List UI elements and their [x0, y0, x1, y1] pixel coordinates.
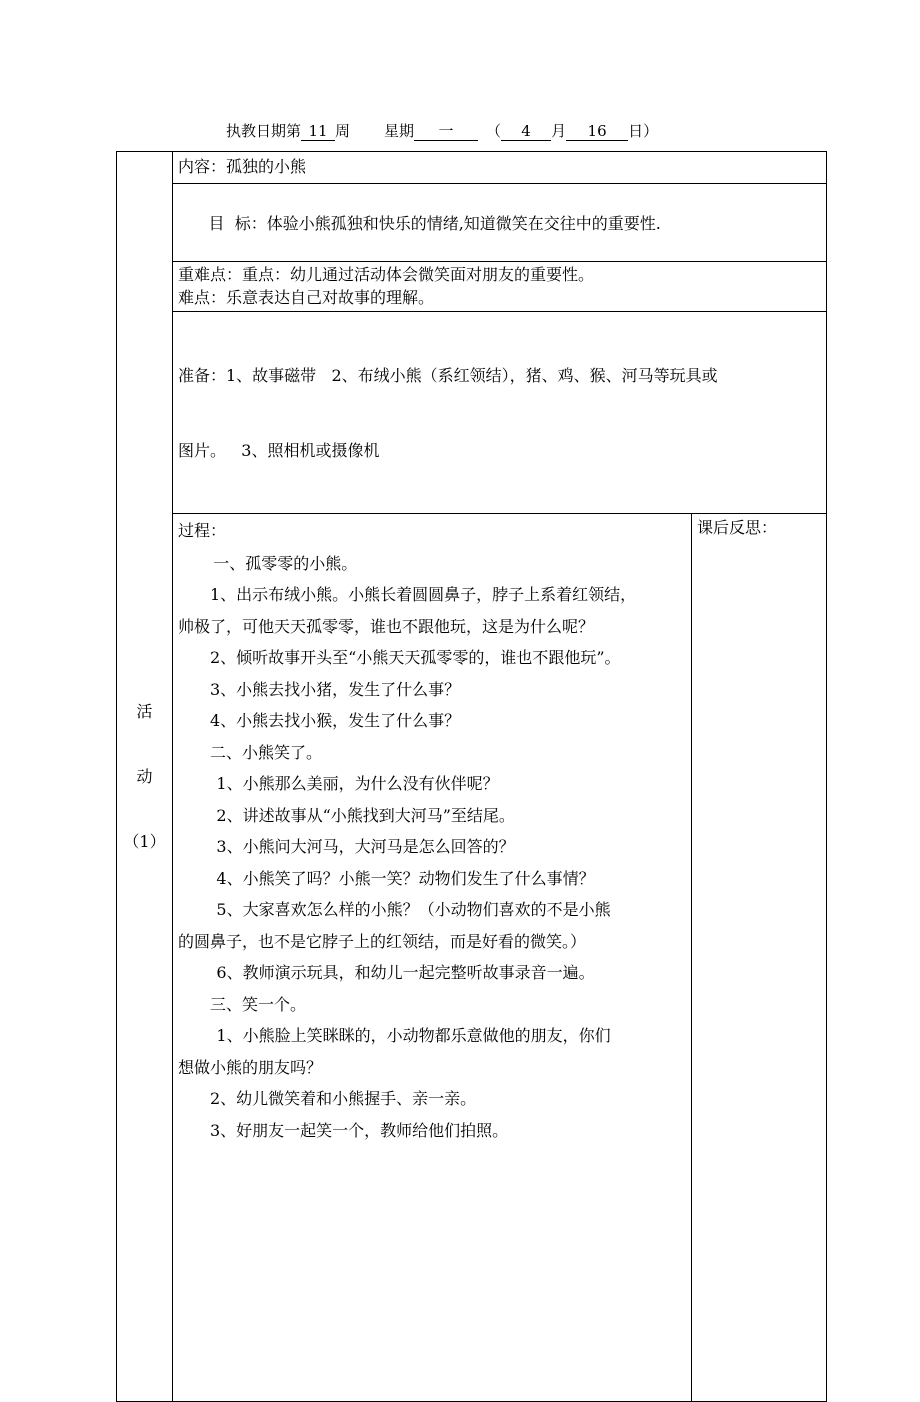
- teaching-date-line: [226, 120, 658, 141]
- process-step: 3、小熊去找小猪，发生了什么事？: [210, 679, 461, 699]
- process-step-cont: 帅极了，可他天天孤零零，谁也不跟他玩，这是为什么呢？: [178, 616, 595, 636]
- side-char-2: 动: [136, 767, 153, 786]
- week-number: 11: [301, 123, 335, 141]
- side-number: （1）: [123, 832, 166, 851]
- key-points-line-2: 难点：乐意表达自己对故事的理解。: [178, 288, 435, 307]
- process-step: 1、出示布绒小熊。小熊长着圆圆鼻子，脖子上系着红领结，: [210, 585, 637, 604]
- day-label: 日）: [628, 122, 659, 140]
- month-label: 月: [551, 122, 567, 140]
- process-step: 3、小熊问大河马，大河马是怎么回答的？: [216, 837, 515, 856]
- lesson-plan-table: [116, 151, 827, 1402]
- date-prefix: 执教日期第: [226, 122, 302, 140]
- process-step-cont: 的圆鼻子，也不是它脖子上的红领结，而是好看的微笑。）: [178, 931, 587, 951]
- reflection-cell: [692, 514, 827, 1402]
- open-paren: （: [486, 122, 502, 140]
- process-step: 3、好朋友一起笑一个，教师给他们拍照。: [210, 1120, 509, 1140]
- activity-side-label: [117, 152, 173, 1402]
- side-char-1: 活: [136, 702, 153, 721]
- preparation-line-1: 准备：1、故事磁带 2、布绒小熊（系红领结），猪、鸡、猴、河马等玩具或: [178, 366, 718, 385]
- process-title: 过程：: [178, 521, 227, 540]
- process-step: 1、小熊脸上笑眯眯的，小动物都乐意做他的朋友，你们: [216, 1026, 611, 1045]
- process-step: 2、讲述故事从“小熊找到大河马”至结尾。: [216, 805, 515, 825]
- key-points-cell: [173, 262, 827, 312]
- week-label: 周: [335, 122, 351, 140]
- goal-cell: [173, 184, 827, 262]
- process-step: 4、小熊笑了吗？小熊一笑？动物们发生了什么事情？: [216, 868, 595, 888]
- process-step: 5、大家喜欢怎么样的小熊？（小动物们喜欢的不是小熊: [216, 900, 611, 919]
- content-cell: [173, 152, 827, 184]
- preparation-cell: [173, 312, 827, 514]
- preparation-line-2: 图片。 3、照相机或摄像机: [178, 441, 380, 460]
- content-text: 内容：孤独的小熊: [178, 157, 307, 176]
- day-value: 16: [566, 123, 628, 141]
- process-step: 2、倾听故事开头至“小熊天天孤零零的，谁也不跟他玩”。: [210, 648, 621, 667]
- process-section-2: 二、小熊笑了。: [210, 742, 323, 762]
- process-step-cont: 想做小熊的朋友吗？: [178, 1057, 323, 1077]
- goal-text: 目 标：体验小熊孤独和快乐的情绪,知道微笑在交往中的重要性.: [208, 214, 661, 233]
- process-step: 4、小熊去找小猴，发生了什么事？: [210, 711, 461, 730]
- process-step: 2、幼儿微笑着和小熊握手、亲一亲。: [210, 1089, 477, 1108]
- process-section-3: 三、笑一个。: [210, 994, 307, 1014]
- process-section-1: 一、孤零零的小熊。: [213, 553, 358, 573]
- key-points-line-1: 重难点：重点：幼儿通过活动体会微笑面对朋友的重要性。: [178, 265, 595, 284]
- process-step: 6、教师演示玩具，和幼儿一起完整听故事录音一遍。: [216, 963, 595, 982]
- month-value: 4: [501, 123, 551, 141]
- weekday-label: 星期: [384, 122, 415, 140]
- process-step: 1、小熊那么美丽，为什么没有伙伴呢？: [216, 774, 499, 793]
- weekday-value: 一: [414, 123, 478, 141]
- reflection-title: 课后反思：: [697, 518, 778, 537]
- process-cell: [173, 514, 692, 1402]
